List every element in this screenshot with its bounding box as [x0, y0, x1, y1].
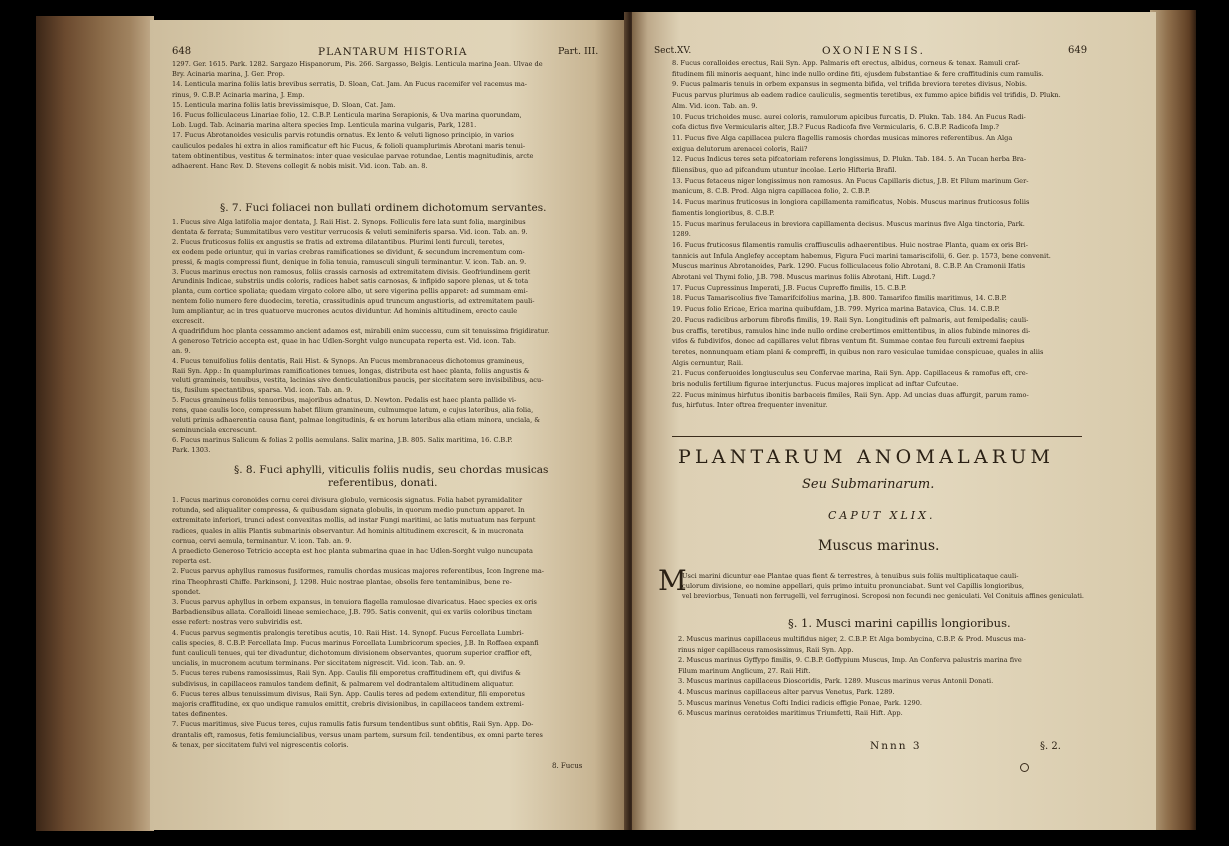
text-line: Lob. Lugd. Tab. Acinaria marina altera species Imp. Lenticula marina vulgaris, Park, 1281.	[172, 121, 477, 130]
text-line: teretes, nonnunquam etiam plani & compreffi, in quibus non raro vesiculae tumidae conspicuae, quales in aliis	[672, 347, 1044, 356]
left-page-stack-edge	[36, 16, 154, 831]
text-line: rotunda, sed aliqualiter compressa, & quibusdam signata globulis, in quorum medio punctum apparet. In	[172, 506, 525, 515]
text-line: 18. Fucus Tamariscolius five Tamarifcifolius marina, J.B. 800. Tamarifco fimilis maritimus, 14. C.B.P.	[672, 294, 1007, 303]
text-line: Park. 1303.	[172, 445, 211, 454]
text-line: Raii Syn. App.: In quamplurimas ramificationes tenues, longas, distributa est haec planta, foliis angustis &	[172, 366, 530, 375]
text-line: 16. Fucus fruticosus filamentis ramulis craffiusculis adhaerentibus. Huic nostrae Planta, quam ex oris Bri-	[672, 240, 1028, 249]
text-line: excrescit.	[172, 317, 205, 325]
right-catchword: §. 2.	[1040, 741, 1061, 752]
text-line: cofa dictus five Vermicularis alter, J.B.? Fucus Radicofa five Vermicularis, 6. C.B.P. Radicofa Imp.?	[672, 123, 999, 132]
text-line: adhaerent. Hanc Rev. D. Stevens collegit & nobis misit. Vid. icon. Tab. an. 8.	[172, 162, 428, 170]
text-line: 2. Fucus fruticosus foliis ex angustis se fratis ad extrema dilatantibus. Plurimi lenti furculi, teretes,	[172, 237, 505, 246]
text-line: uncialis, in mucronem acutum terminans. Per siccitatem nigrescit. Vid. icon. Tab. an. 9.	[172, 659, 466, 668]
text-line: Abrotani vel Thymi folio, J.B. 798. Muscus marinus foliis Abrotani, Hift. Lugd.?	[672, 273, 936, 281]
text-line: Fucus parvus plurimus ab eadem radice cauliculis, segmentis teretibus, ex fummo apice bifidis vel trifidis, D. Plukn.	[672, 91, 1061, 100]
text-line: seminunciala excrescunt.	[172, 425, 257, 434]
text-line: 7. Fucus maritimus, sive Fucus teres, cujus ramulis fatis fursum tendentibus sunt obfitis, Raii Syn. App. Do-	[172, 720, 534, 729]
text-line: rinus niger capillaceus ramosissimus, Raii Syn. App.	[678, 645, 854, 654]
text-line: fitudinem fili minoris aequant, hinc inde nullo ordine fiti, ejusdem fubstantiae & fere craffitudinis cum ramulis.	[672, 69, 1044, 78]
chapter-heading: CAPUT XLIX.	[828, 509, 936, 522]
text-line: 15. Fucus marinus ferulaceus in breviora capillamenta decisus. Muscus marinus five Alga tinctoria, Park.	[672, 219, 1025, 228]
text-line: 10. Fucus trichoides musc. aurei coloris, ramulorum apicibus furcatis, D. Plukn. Tab. 184. An Fucus Radi-	[672, 112, 1026, 121]
text-line: Usci marini dicuntur eae Plantae quas fient & terrestres, à tenuibus suis foliis multiplicataque cauli-	[682, 572, 1019, 580]
text-line: 11. Fucus five Alga capillacea pulcra flagellis ramosis chordas musicas minores referentibus. An Alga	[672, 133, 1013, 142]
anomalarum-title: PLANTARUM ANOMALARUM	[678, 446, 1055, 468]
text-line: planta, cum cortice spoliata; quedam virgato colore albo, ut sere vigerina pellis apparet: ad summam emi-	[172, 287, 528, 296]
text-line: rinus, 9. C.B.P. Acinaria marina, J. Emp.	[172, 90, 305, 99]
text-line: Arundinis Indicae, substriis undis coloris, radices habet satis carnosas, & infipido sapore plenas, ut & tota	[172, 277, 529, 286]
text-line: rens, quae caulis loco, compressum habet filium gramineum, culmumque latum, e cujus lateribus, alia folia,	[172, 406, 534, 415]
text-line: A praedicto Generoso Tetricio accepta est hoc planta submarina quae in hac Udlen-Sorght vulgo nuncupata	[172, 547, 533, 555]
left-section-7-title: §. 7. Fuci foliacei non bullati ordinem dichotomum servantes.	[220, 202, 547, 214]
muscus-marinus-heading: Muscus marinus.	[818, 538, 940, 554]
text-line: & tenax, per siccitatem fulvi vel nigrescentis coloris.	[172, 740, 349, 749]
text-line: 2. Muscus marinus Gyffypo fimilis, 9. C.B.P. Goffypium Muscus, Imp. An Conferva palustris marina five	[678, 656, 1022, 665]
text-line: 14. Fucus marinus fruticosus in longiora capillamenta ramificatus, Nobis. Muscus marinus fruticosus foliis	[672, 198, 1030, 207]
text-line: 5. Muscus marinus Venetus Cofti Indici radicis effigie Ponae, Park. 1290.	[678, 698, 922, 707]
text-line: spondet.	[172, 587, 201, 596]
text-line: 5. Fucus gramineus foliis tenuoribus, majoribus adnatus, D. Newton. Pedalis est haec planta pallide vi-	[172, 396, 517, 405]
text-line: tates definentes.	[172, 710, 228, 719]
text-line: 20. Fucus radicibus arborum fibrofis fimilis, 19. Raii Syn. Longitudinis eft palmaris, aut femipedalis; cauli-	[672, 315, 1029, 324]
right-section-1-title: §. 1. Musci marini capillis longioribus.	[788, 616, 1011, 630]
text-line: 6. Fucus teres albus tenuissimum divisus, Raii Syn. App. Caulis teres ad pedem extenditur, fili emporetus	[172, 689, 525, 698]
text-line: cauliculos pedales hi extra in alios ramificatur eft hic Fucus, & folioli quamplurimis Abrotani maris tenui-	[172, 141, 526, 150]
text-line: 3. Fucus parvus aphyllus in orbem expansus, in tenuiora flagella ramulosae divaricatus. Haec species ex oris	[172, 598, 537, 606]
text-line: 14. Lenticula marina foliis latis brevibus serratis, D. Sloan, Cat. Jam. An Fucus racemifer vel racemus ma-	[172, 80, 527, 89]
text-line: dentata & ferrata; Summitatibus vero vestitur verrucosis & veluti seminiferis sparsa. Vid. icon. Tab. an. 9.	[172, 227, 528, 236]
drop-cap-initial: M	[658, 564, 687, 597]
text-line: 13. Fucus fetaceus niger longissimus non ramosus. An Fucus Capillaris dictus, J.B. Et Filum marinum Ger-	[672, 176, 1029, 185]
right-page-number: 649	[1068, 45, 1088, 56]
text-line: tannicis aut Infula Anglefey acceptam habemus, Figura Fuci marini tamariscifolii, 6. Ger. p. 1573, bene convenit.	[672, 251, 1051, 260]
text-line: 1. Fucus sive Alga latifolia major dentata, J. Raii Hist. 2. Synops. Folliculis fere lata sunt folia, marginibus	[172, 218, 526, 226]
text-line: majoris craffitudine, ex quo undique ramulos emittit, crebris divisionibus, in capillaceos tandem extremi-	[172, 700, 524, 708]
left-part-label: Part. III.	[558, 46, 599, 57]
text-line: calis species, 8. C.B.P. Fercellata Imp. Fucus marinus Forcellata Lumbricorum species, J.B. In Roffaea expanfi	[172, 638, 539, 647]
text-line: filiensibus, quo ad pifcandum utuntur incolae. Lerio Hifteria Brafil.	[672, 166, 897, 174]
text-line: 15. Lenticula marina foliis latis brevissimisque, D. Sloan, Cat. Jam.	[172, 100, 396, 109]
text-line: Filum marinum Anglicum, 27. Raii Hift.	[678, 666, 811, 675]
left-page-number: 648	[172, 46, 192, 57]
text-line: culorum divisione, eo nomine appellari, quis primo intuitu pronunciabat. Sunt vel Capillis longioribus,	[682, 582, 1024, 590]
text-line: 17. Fucus Abrotanoides vesiculis parvis rotundis ornatus. Ex lento & veluti lignoso principio, in varios	[172, 131, 514, 140]
text-line: 12. Fucus Indicus teres seta pifcatoriam referens longissimus, D. Plukn. Tab. 184. 5. An Tucan herba Bra-	[672, 155, 1027, 164]
text-line: 19. Fucus folio Ericae, Erica marina quibufdam, J.B. 799. Myrica marina Batavica, Clus. 14. C.B.P.	[672, 305, 1000, 314]
text-line: extremitate inferiori, trunci adest convexitas mollis, ad instar Fungi maritimi, ac latis mutuatum nas ferpunt	[172, 516, 536, 525]
submarinarum-subtitle: Seu Submarinarum.	[802, 477, 935, 492]
text-line: veluti gramineis, tenuibus, vestita, lacinias sive denticulationibus paucis, per siccitatem sere invisibilibus, acu-	[172, 376, 544, 385]
right-section-signature: Sect.XV.	[654, 46, 692, 56]
text-line: 2. Muscus marinus capillaceus multifidus niger, 2. C.B.P. Et Alga bombycina, C.B.P. & Prod. Muscus ma-	[678, 635, 1026, 643]
right-page	[632, 12, 1156, 830]
right-running-title: OXONIENSIS.	[822, 45, 926, 57]
text-line: Muscus marinus Abrotanoides, Park. 1290. Fucus folliculaceus folio Abrotani, 8. C.B.P. An Cramonii Ifatis	[672, 262, 1026, 271]
text-line: A quadrifidum hoc planta cessammo ancient adamos est, mirabili enim successu, cum sit tenuissima frigidiratur.	[172, 326, 550, 335]
text-line: 17. Fucus Cupressinus Imperati, J.B. Fucus Cupreffo fimilis, 15. C.B.P.	[672, 283, 907, 292]
text-line: esse refert: nostras vero subviridis est.	[172, 618, 303, 627]
text-line: pressi, & magis compressi fiunt, denique in folia tenuia, ramusculi singuli terminantur. V. icon. Tab. an. 9.	[172, 257, 527, 266]
left-running-title: PLANTARUM HISTORIA	[318, 46, 468, 58]
text-line: A generoso Tetricio accepta est, quae in hac Udlen-Sorght vulgo nuncupata reperta est. Vid. icon. Tab.	[172, 336, 516, 345]
text-line: reperta est.	[172, 557, 212, 566]
text-line: bus craffis, teretibus, ramulos hinc inde nullo ordine crebertimos emittentibus, in alios fubinde minores di-	[672, 326, 1031, 335]
text-line: subdivisus, in capillaceos ramulos tandem definit, & palmarem vel dodrantalem altitudinem aliquatur.	[172, 679, 514, 688]
text-line: radices, quales in aliis Plantis submarinis observantur. Ad hominis altitudinem excrescit, & in mucronata	[172, 526, 524, 535]
text-line: ex eodem pede oriuntur, qui in varias crebras ramificationes se dividunt, & secundum incrementum com-	[172, 247, 525, 256]
text-line: 5. Fucus teres rubens ramosissimus, Raii Syn. App. Caulis fili emporetus craffitudinem eft, qui divifus &	[172, 669, 521, 678]
text-line: Alm. Vid. icon. Tab. an. 9.	[672, 101, 758, 110]
text-line: Algis cernuntur, Raii.	[672, 358, 744, 367]
right-page-stack-edge	[1150, 10, 1196, 830]
text-line: 1297. Ger. 1615. Park. 1282. Sargazo Hispanorum, Pis. 266. Sargasso, Belgis. Lenticula marina Jean. Ulvae de	[172, 60, 543, 68]
text-line: bris nodulis fertilium figurae interjunctus. Fucus majores implicat ad inftar Cufcutae.	[672, 380, 959, 388]
text-line: 8. Fucus coralloides erectus, Raii Syn. App. Palmaris eft erectus, albidus, corneus & tenax. Ramuli craf-	[672, 59, 1020, 67]
text-line: tis, fusilum spectantibus, sparsa. Vid. icon. Tab. an. 9.	[172, 386, 353, 395]
text-line: 1. Fucus marinus coronoides cornu cerei divisura globulo, vernicosis signatus. Folia habet pyramidaliter	[172, 496, 523, 504]
left-page	[150, 20, 628, 830]
text-line: 4. Fucus tenuifolius foliis dentatis, Raii Hist. & Synops. An Fucus membranaceus dichotomus gramineus,	[172, 356, 525, 365]
text-line: Bry. Acinaria marina, J. Ger. Prop.	[172, 70, 285, 79]
text-line: Barbadiensibus allata. Coralloidi lineae semiechace, J.B. 795. Satis convenit, qui ex variis coloribus tinctam	[172, 608, 533, 617]
text-line: tatem obtinentibus, vestitus & terminatos: inter quae vesiculae parvae rotundae, Lentis magnitudinis, arcte	[172, 151, 534, 160]
text-line: veluti primis adhaerentia causa fiant, palmae longitudinis, & ex horum lateribus alia etiam minora, unciala, &	[172, 416, 541, 424]
text-line: 6. Fucus marinus Salicum & folias 2 pollis aemulans. Salix marina, J.B. 805. Salix maritima, 16. C.B.P.	[172, 435, 513, 444]
text-line: 3. Fucus marinus erectus non ramosus, foliis crassis carnosis ad extremitatem divisis. Geofriundinem gerit	[172, 267, 531, 276]
left-section-8-title-line2: referentibus, donati.	[328, 477, 438, 489]
text-line: 4. Fucus parvus segmentis pralongis teretibus acutis, 10. Raii Hist. 14. Synopf. Fucus Fercellata Lumbri-	[172, 628, 524, 637]
text-line: fus, hirfutus. Inter oftrea frequenter invenitur.	[672, 401, 828, 410]
text-line: 21. Fucus conferuoides longiusculus seu Confervae marina, Raii Syn. App. Capillaceus & ramofus eft, cre-	[672, 369, 1028, 378]
section-divider-rule	[672, 436, 1082, 437]
text-line: nentem folio numero fere duodecim, teretia, crassitudinis apud truncum angustioris, ad extremitatem pauli-	[172, 297, 535, 306]
text-line: 1289.	[672, 230, 691, 239]
text-line: fiamentis longioribus, 8. C.B.P.	[672, 208, 775, 217]
text-line: drantalis eft, ramosus, fetis femiuncialibus, versus unam partem, sursum fcil. tendentibus, ex omni parte teres	[172, 730, 543, 739]
text-line: manicum, 8. C.B. Prod. Alga nigra capillacea folio, 2. C.B.P.	[672, 187, 871, 196]
text-line: exigua delutorum arenacei coloris, Raii?	[672, 144, 808, 153]
text-line: 2. Fucus parvus aphyllus ramosus fusiformes, ramulis chordas musicas majores referentibus, Icon Ingrene ma-	[172, 567, 545, 576]
text-line: rina Theophrasti Chiffe. Parkinsoni, J. 1298. Huic nostrae plantae, obsolis fere tentaminibus, bene re-	[172, 577, 512, 586]
text-line: vifos & fubdivifos, donec ad capillares velut fibras ventum fit. Summae contae feu furculi extremi faepius	[672, 337, 1025, 346]
text-line: cornua, cervi aemula, terminantur. V. icon. Tab. an. 9.	[172, 536, 352, 545]
text-line: 9. Fucus palmaris tenuis in orbem expansus in segmenta bifida, vel trifida breviora teretes divisus, Nobis.	[672, 80, 1027, 89]
text-line: vel breviorbus, Tenuati non ferrugelli, vel ferruginosi. Scroposi non fecundi nec geniculati. Vel Conituis affines geniculati.	[682, 592, 1084, 600]
text-line: 3. Muscus marinus capillaceus Dioscoridis, Park. 1289. Muscus marinus verus Antonii Donati.	[678, 677, 994, 686]
text-line: 4. Muscus marinus capillaceus alter parvus Venetus, Park. 1289.	[678, 688, 895, 696]
text-line: funt cauliculi tenues, qui ter divaduntur, dichotomum divisionem observantes, quorum superior craffior eft,	[172, 649, 533, 657]
page-signature-mark: Nnnn 3	[870, 740, 922, 752]
text-line: an. 9.	[172, 346, 191, 355]
left-catchword: 8. Fucus	[552, 762, 583, 770]
text-line: lum ampliantur, ac in tres quatuorve mucrones acutos dividuntur. Ad hominis altitudinem, erecto caule	[172, 307, 518, 316]
ink-stamp-mark	[1020, 763, 1029, 772]
text-line: 22. Fucus minimus hirfutus ibonitis barbaceis fimiles, Raii Syn. App. Ad uncias duas affurgit, parum ramo-	[672, 390, 1029, 399]
text-line: 6. Muscus marinus ceratoides maritimus Triumfetti, Raii Hift. App.	[678, 709, 903, 718]
text-line: 16. Fucus folliculaceus Linariae folio, 12. C.B.P. Lenticula marina Serapionis, & Uva marina quorundam,	[172, 111, 522, 119]
left-section-8-title-line1: §. 8. Fuci aphylli, viticulis foliis nudis, seu chordas musicas	[234, 464, 549, 476]
